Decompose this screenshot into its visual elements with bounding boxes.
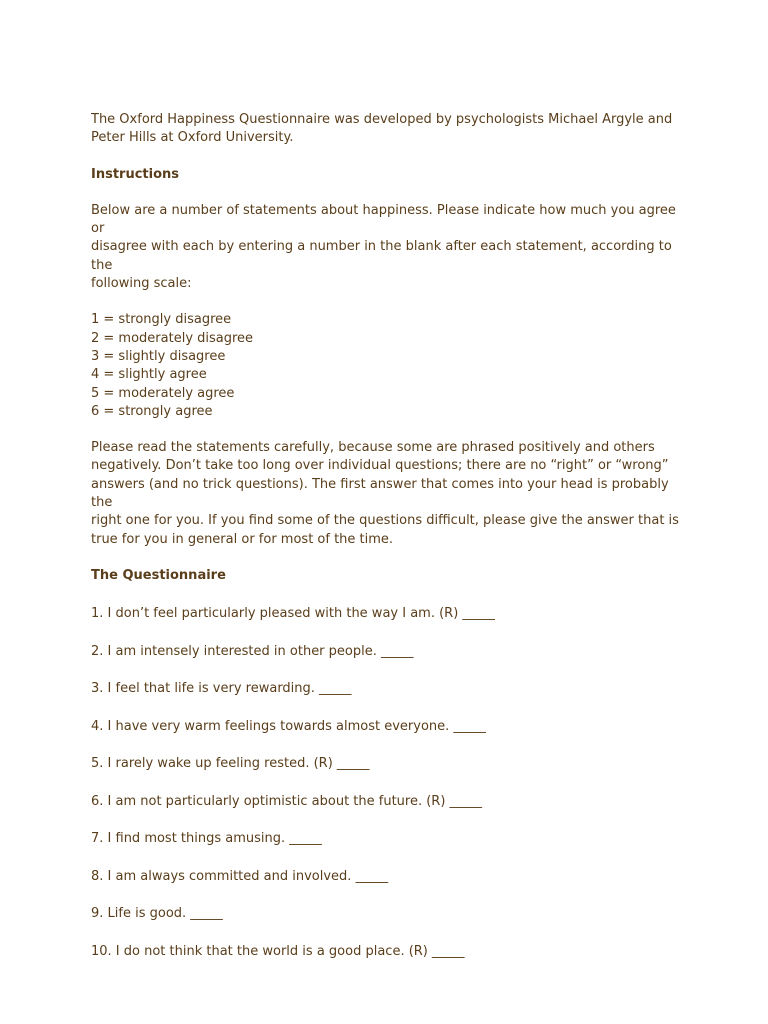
question-8: 8. I am always committed and involved. _____ — [91, 868, 389, 884]
question-10: 10. I do not think that the world is a good place. (R) _____ — [91, 943, 465, 959]
instructions-paragraph: Below are a number of statements about happiness. Please indicate how much you agree or disagree with each by entering a number in the blank after each statement, according to the following scale: — [91, 202, 676, 292]
scale-item-3: 3 = slightly disagree — [91, 348, 226, 364]
question-2: 2. I am intensely interested in other people. _____ — [91, 643, 414, 659]
note-paragraph: Please read the statements carefully, because some are phrased positively and others negatively. Don’t take too long over individual questions; there are no “right” or “wrong” answers (and no trick questions). The first answer that comes into your head is probably the right one for you. If you find some of the questions difficult, please give the answer that is true for you in general or for most of the time. — [91, 440, 679, 547]
scale-item-6: 6 = strongly agree — [91, 403, 213, 419]
scale-item-1: 1 = strongly disagree — [91, 312, 232, 328]
document-page — [91, 111, 691, 980]
question-5: 5. I rarely wake up feeling rested. (R) _____ — [91, 756, 370, 772]
question-9: 9. Life is good. _____ — [91, 906, 223, 922]
question-1: 1. I don’t feel particularly pleased with the way I am. (R) _____ — [91, 606, 495, 622]
question-3: 3. I feel that life is very rewarding. _____ — [91, 681, 352, 697]
question-7: 7. I find most things amusing. _____ — [91, 831, 322, 847]
scale-item-4: 4 = slightly agree — [91, 367, 207, 383]
scale-item-2: 2 = moderately disagree — [91, 330, 254, 346]
instructions-heading: Instructions — [91, 166, 180, 182]
intro-paragraph: The Oxford Happiness Questionnaire was developed by psychologists Michael Argyle and Peter Hills at Oxford University. — [91, 112, 673, 146]
question-4: 4. I have very warm feelings towards almost everyone. _____ — [91, 718, 486, 734]
questionnaire-heading: The Questionnaire — [91, 567, 226, 583]
rating-scale — [91, 311, 691, 421]
question-6: 6. I am not particularly optimistic about the future. (R) _____ — [91, 793, 483, 809]
question-list — [91, 605, 691, 961]
scale-item-5: 5 = moderately agree — [91, 385, 235, 401]
